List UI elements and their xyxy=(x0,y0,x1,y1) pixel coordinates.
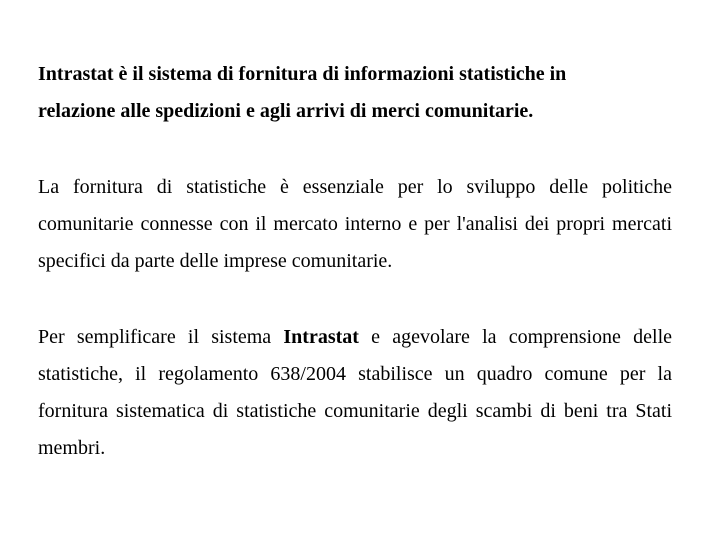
intrastat-term: Intrastat xyxy=(283,326,359,348)
paragraph-intro xyxy=(38,56,672,130)
paragraph-regulation-start: Per semplificare il sistema xyxy=(38,326,284,348)
paragraph-intro-line-2: relazione alle spedizioni e agli arrivi di merci comunitarie. xyxy=(38,100,534,122)
paragraph-regulation xyxy=(38,319,672,467)
paragraph-purpose: La fornitura di statistiche è essenziale per lo sviluppo delle politiche comunitarie connesse con il mercato interno e per l'analisi dei propri mercati specifici da parte delle imprese comunitarie. xyxy=(38,176,672,272)
slide-body xyxy=(38,56,672,467)
paragraph-regulation-end: e agevolare la comprensione delle statistiche, il regolamento 638/2004 stabilisce un quadro comune per la fornitura sistematica di statistiche comunitarie degli scambi di beni tra Stati membri. xyxy=(38,326,672,459)
paragraph-intro-line-1: Intrastat è il sistema di fornitura di informazioni statistiche in xyxy=(38,63,567,85)
